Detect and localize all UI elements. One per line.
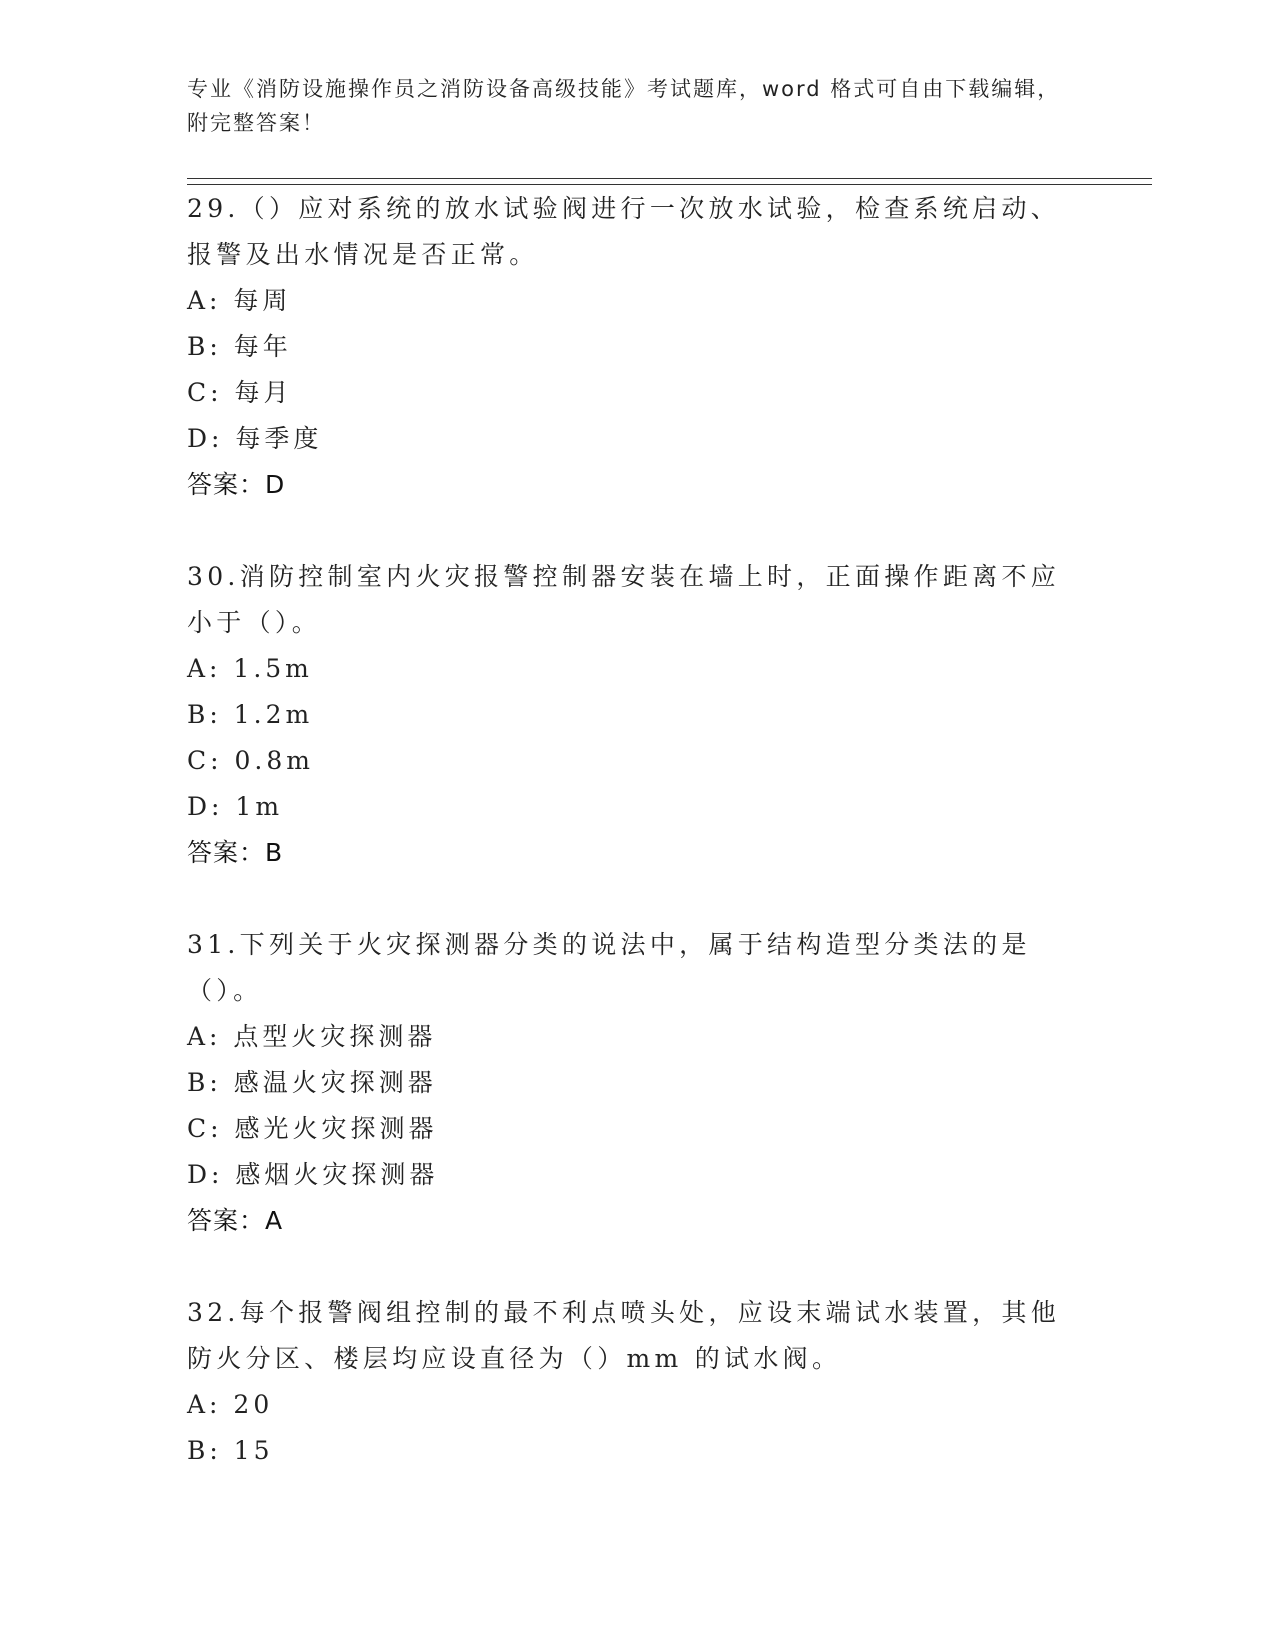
option-a: A: 点型火灾探测器 — [187, 1022, 437, 1051]
question-stem: 29.（）应对系统的放水试验阀进行一次放水试验，检查系统启动、报警及出水情况是否正常。 — [187, 194, 1061, 269]
question-stem: 32.每个报警阀组控制的最不利点喷头处，应设末端试水装置，其他防火分区、楼层均应设直径为（）mm 的试水阀。 — [187, 1298, 1061, 1373]
option-d: D: 1m — [187, 792, 284, 821]
option-d: D: 感烟火灾探测器 — [187, 1160, 439, 1189]
option-d: D: 每季度 — [187, 424, 323, 453]
question-31 — [187, 922, 1087, 1244]
question-30 — [187, 554, 1087, 876]
option-a: A: 1.5m — [187, 654, 313, 683]
answer-line: 答案：B — [187, 838, 284, 867]
option-a: A: 每周 — [187, 286, 292, 315]
option-b: B: 1.2m — [187, 700, 314, 729]
option-b: B: 15 — [187, 1436, 274, 1465]
option-c: C: 感光火灾探测器 — [187, 1114, 438, 1143]
header-double-rule — [187, 178, 1152, 185]
question-stem: 31.下列关于火灾探测器分类的说法中，属于结构造型分类法的是（）。 — [187, 930, 1031, 1005]
answer-line: 答案：D — [187, 470, 286, 499]
option-c: C: 每月 — [187, 378, 293, 407]
option-b: B: 感温火灾探测器 — [187, 1068, 437, 1097]
option-c: C: 0.8m — [187, 746, 314, 775]
question-stem: 30.消防控制室内火灾报警控制器安装在墙上时，正面操作距离不应小于（）。 — [187, 562, 1061, 637]
option-a: A: 20 — [187, 1390, 274, 1419]
answer-line: 答案：A — [187, 1206, 284, 1235]
option-b: B: 每年 — [187, 332, 292, 361]
question-29 — [187, 186, 1087, 508]
document-header: 专业《消防设施操作员之消防设备高级技能》考试题库，word 格式可自由下载编辑，附完整答案！ — [187, 77, 1061, 135]
question-32 — [187, 1290, 1087, 1474]
